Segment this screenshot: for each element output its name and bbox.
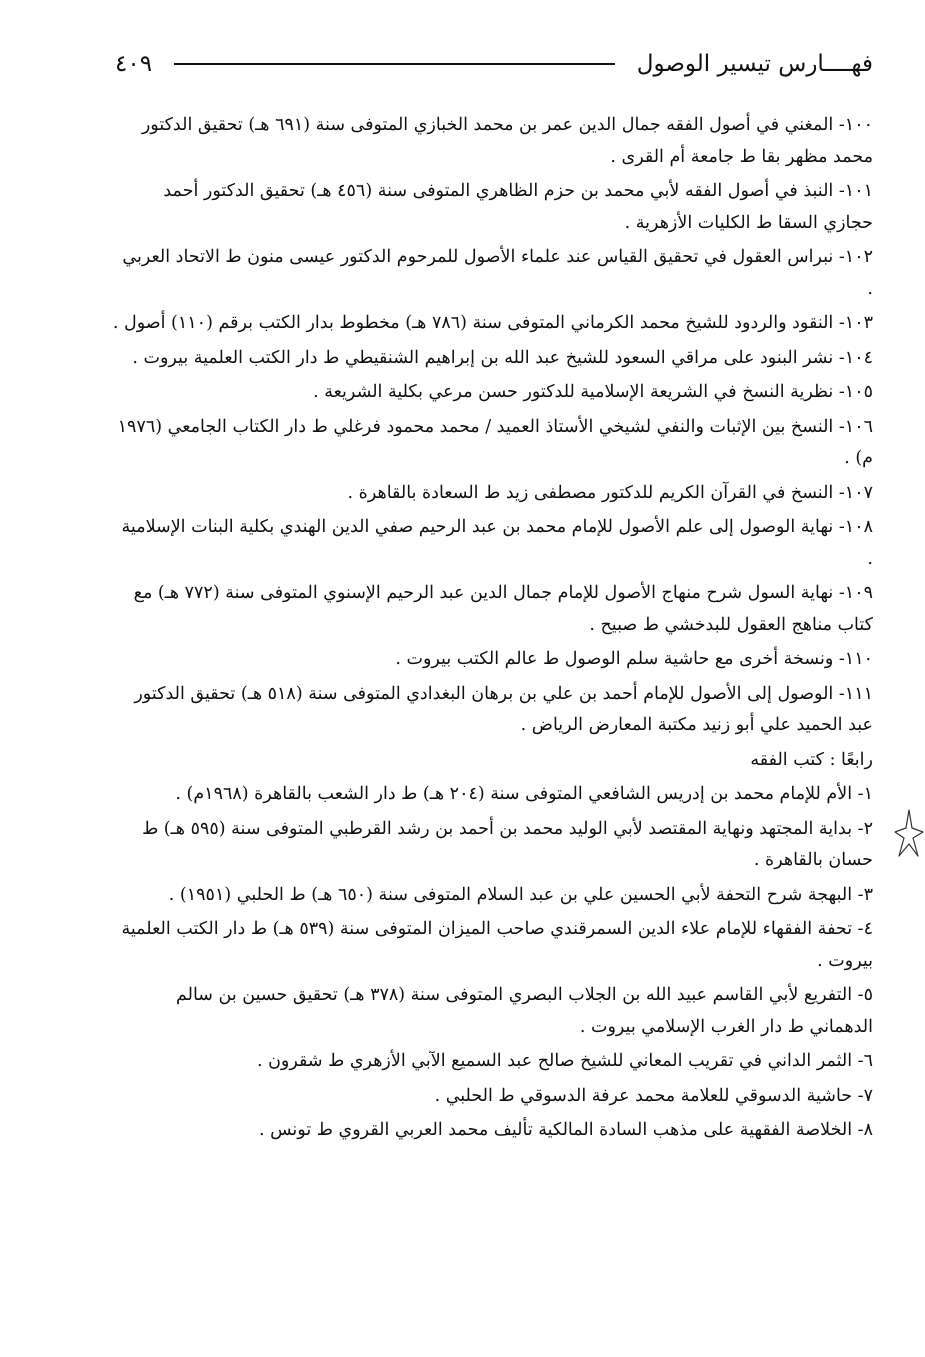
bibliography-entry (112, 779, 873, 811)
entry-text: الأم للإمام محمد بن إدريس الشافعي المتوفى سنة (٢٠٤ هـ) ط دار الشعب بالقاهرة (١٩٦٨م) . (175, 784, 853, 804)
entry-text: نهاية السول شرح منهاج الأصول للإمام جمال الدين عبد الرحيم الإسنوي المتوفى سنة (٧٧٢ هـ) مع كتاب مناهج العقول للبدخشي ط صبيح . (133, 583, 873, 635)
entry-text: نهاية الوصول إلى علم الأصول للإمام محمد بن عبد الرحيم صفي الدين الهندي بكلية البنات الإسلامية . (121, 517, 873, 569)
entry-number: ٦- (857, 1051, 873, 1071)
entry-text: الوصول إلى الأصول للإمام أحمد بن علي بن برهان البغدادي المتوفى سنة (٥١٨ هـ) تحقيق الدكتور عبد الحميد علي أبو زنيد مكتبة المعارض الرياض . (134, 683, 873, 735)
running-title: فهــــارس تيسير الوصول (636, 51, 873, 77)
entry-text: نشر البنود على مراقي السعود للشيخ عبد الله بن إبراهيم الشنقيطي ط دار الكتب العلمية بيروت . (132, 347, 834, 368)
entry-text: النقود والردود للشيخ محمد الكرماني المتوفى سنة (٧٨٦ هـ) مخطوط بدار الكتب برقم (١١٠) أصول . (112, 313, 834, 333)
bibliography-entry (112, 343, 873, 375)
header-rule (174, 63, 615, 65)
entry-number: ١٠٠- (838, 115, 873, 135)
bibliography-entry (112, 1046, 873, 1078)
entry-number: ١٠٤- (838, 347, 873, 368)
entry-text: الخلاصة الفقهية على مذهب السادة المالكية تأليف محمد العربي القروي ط تونس . (258, 1120, 853, 1140)
bibliography-entry (112, 478, 873, 510)
bibliography-entry (112, 110, 873, 173)
entry-text: نبراس العقول في تحقيق القياس عند علماء الأصول للمرحوم الدكتور عيسى منون ط الاتحاد العربي . (122, 247, 873, 299)
entry-number: ٤- (857, 919, 873, 939)
entry-text: البهجة شرح التحفة لأبي الحسين علي بن عبد السلام المتوفى سنة (٦٥٠ هـ) ط الحلبي (١٩٥١) . (168, 884, 853, 905)
page-header (115, 44, 873, 84)
bibliography-entry (112, 1115, 873, 1147)
bibliography-entry (112, 512, 873, 575)
entry-number: ١٠٩- (838, 583, 873, 603)
entry-number: ٥- (857, 985, 873, 1005)
entry-text: نظرية النسخ في الشريعة الإسلامية للدكتور حسن مرعي بكلية الشريعة . (313, 382, 834, 402)
entry-number: ٧- (857, 1085, 873, 1106)
bibliography-entry (112, 980, 873, 1043)
fiqh-entries (112, 779, 873, 1147)
bibliography-entry (112, 377, 873, 409)
bibliography-entry (112, 242, 873, 305)
entry-number: ١- (857, 784, 873, 804)
entry-number: ١٠٦- (838, 416, 873, 437)
bibliography-entry (112, 644, 873, 676)
entry-number: ١٠٥- (838, 382, 873, 402)
bibliography-entry (112, 308, 873, 340)
entry-text: التفريع لأبي القاسم عبيد الله بن الجلاب البصري المتوفى سنة (٣٧٨ هـ) تحقيق حسين بن سالم الدهماني ط دار الغرب الإسلامي بيروت . (175, 985, 873, 1037)
bibliography-entry (112, 880, 873, 912)
entry-text: ونسخة أخرى مع حاشية سلم الوصول ط عالم الكتب بيروت . (395, 649, 834, 669)
page-number: ٤٠٩ (115, 51, 153, 77)
entry-number: ١٠٢- (838, 247, 873, 267)
entry-text: بداية المجتهد ونهاية المقتصد لأبي الوليد محمد بن أحمد بن رشد القرطبي المتوفى سنة (٥٩٥ هـ) ط حسان بالقاهرة . (142, 818, 873, 870)
entry-text: النبذ في أصول الفقه لأبي محمد بن حزم الظاهري المتوفى سنة (٤٥٦ هـ) تحقيق الدكتور أحمد حجازي السقا ط الكليات الأزهرية . (163, 181, 873, 233)
entry-number: ٨- (857, 1120, 873, 1140)
usul-entries (112, 110, 873, 742)
entry-text: النسخ بين الإثبات والنفي لشيخي الأستاذ العميد / محمد محمود فرغلي ط دار الكتاب الجامعي (١٩٧٦ م) . (117, 416, 873, 468)
entry-number: ١٠٨- (838, 517, 873, 537)
bibliography-entry (112, 412, 873, 475)
bibliography-entry (112, 679, 873, 742)
section-heading: رابعًا : كتب الفقه (750, 749, 873, 770)
bibliography-entry (112, 578, 873, 641)
handwritten-star-mark (893, 808, 925, 860)
entry-text: النسخ في القرآن الكريم للدكتور مصطفى زيد ط السعادة بالقاهرة . (347, 482, 834, 503)
bibliography-entry (112, 176, 873, 239)
entry-text: المغني في أصول الفقه جمال الدين عمر بن محمد الخبازي المتوفى سنة (٦٩١ هـ) تحقيق الدكتور محمد مظهر بقا ط جامعة أم القرى . (141, 115, 873, 167)
bibliography-entry (112, 814, 873, 877)
entry-number: ١١١- (838, 683, 873, 704)
bibliography-entry (112, 914, 873, 977)
entry-number: ١٠٣- (838, 313, 873, 333)
entry-number: ١٠٧- (838, 482, 873, 503)
bibliography-entry (112, 1081, 873, 1113)
entry-text: الثمر الداني في تقريب المعاني للشيخ صالح عبد السميع الآبي الأزهري ط شقرون . (256, 1051, 853, 1071)
bibliography-list (112, 110, 873, 1150)
entry-number: ٣- (857, 884, 873, 905)
entry-text: تحفة الفقهاء للإمام علاء الدين السمرقندي صاحب الميزان المتوفى سنة (٥٣٩ هـ) ط دار الكتب العلمية بيروت . (121, 919, 873, 971)
entry-text: حاشية الدسوقي للعلامة محمد عرفة الدسوقي ط الحلبي . (434, 1085, 853, 1106)
entry-number: ١٠١- (838, 181, 873, 201)
entry-number: ١١٠- (838, 649, 873, 669)
entry-number: ٢- (857, 818, 873, 839)
